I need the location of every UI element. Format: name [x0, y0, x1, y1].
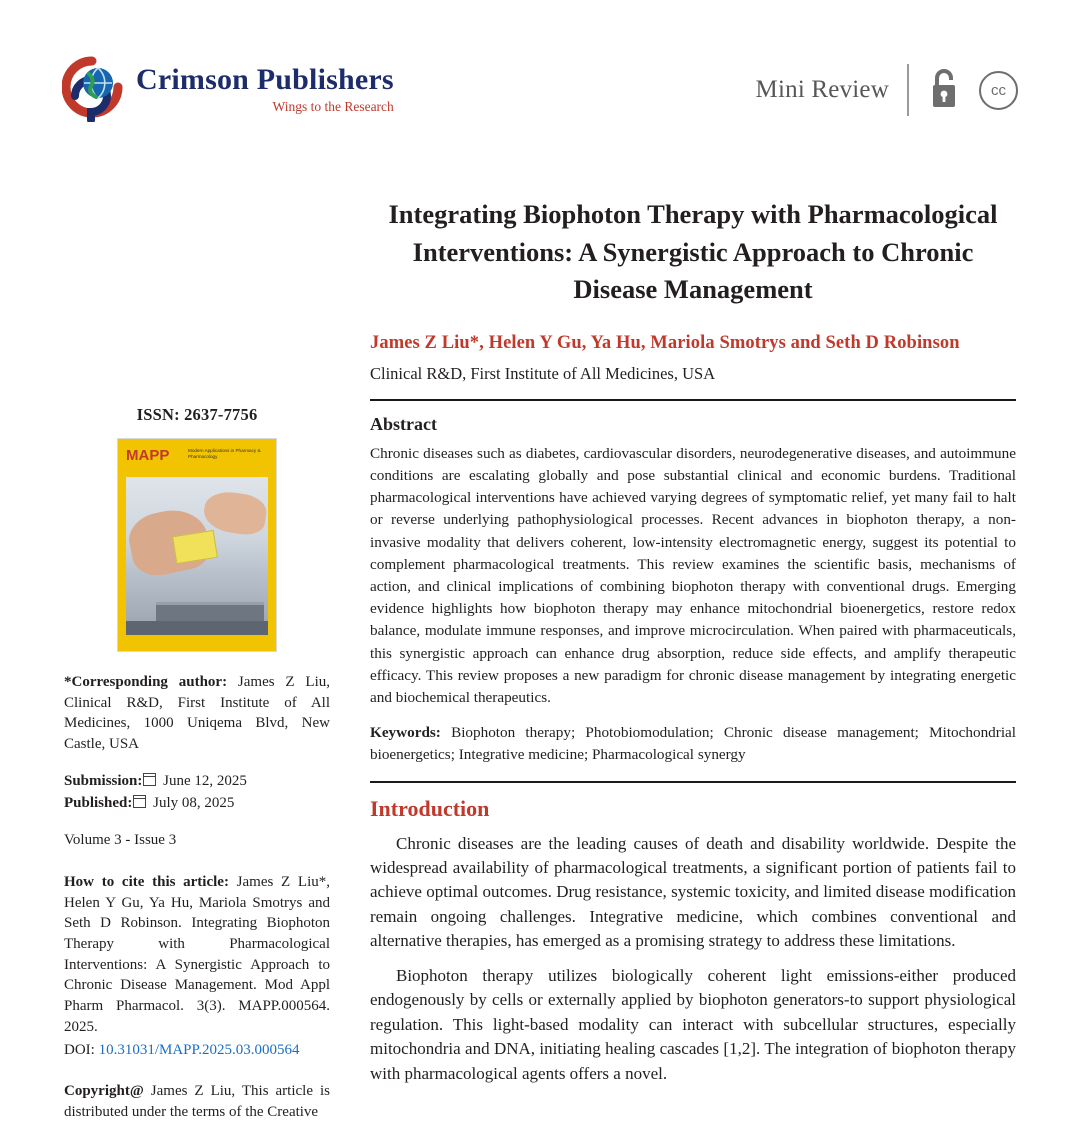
introduction-heading: Introduction: [370, 795, 490, 821]
cover-journal-subtitle: Modern Applications in Pharmacy & Pharmacology: [188, 448, 261, 459]
cover-photo: [126, 477, 268, 635]
header-right-group: [756, 64, 1018, 116]
divider-bottom: [370, 781, 1016, 783]
page-title: Integrating Biophoton Therapy with Pharmacological Interventions: A Synergistic Approach to Chronic Disease Management: [388, 199, 998, 305]
article-main: [370, 196, 1016, 1086]
how-to-cite-block: [64, 872, 330, 1038]
corresponding-author-text: James Z Liu, Clinical R&D, First Institute of All Medicines, 1000 Uniqema Blvd, New Castle, USA: [64, 674, 330, 753]
author-list: James Z Liu*, Helen Y Gu, Ya Hu, Mariola Smotrys and Seth D Robinson: [370, 332, 960, 353]
submission-date: June 12, 2025: [159, 772, 247, 789]
header-divider: [907, 64, 909, 116]
introduction-paragraph-2: Biophoton therapy utilizes biologically coherent light emissions-either produced endogenously by cells or externally applied by biophoton generators-to support physiological regulation. This light-based modality can interact with subcellular structures, especially mitochondria and DNA, initiating healing cascades [1,2]. The integration of biophoton therapy with pharmacological agents offers a novel.: [370, 965, 1016, 1083]
how-to-cite-label: How to cite this article:: [64, 874, 229, 890]
keywords-text: Biophoton therapy; Photobiomodulation; Chronic disease management; Mitochondrial bioenergetics; Integrative medicine; Pharmacological synergy: [370, 724, 1016, 764]
publisher-brand: [62, 56, 394, 122]
issn-label: ISSN: 2637-7756: [136, 405, 258, 424]
copyright-block: [64, 1081, 330, 1122]
calendar-icon: [143, 773, 156, 786]
doi-link[interactable]: 10.31031/MAPP.2025.03.000564: [98, 1041, 300, 1058]
copyright-label: Copyright@: [64, 1083, 144, 1100]
volume-issue: Volume 3 - Issue 3: [64, 832, 177, 849]
corresponding-author-block: [64, 672, 330, 755]
cover-journal-abbr: MAPP: [126, 447, 170, 464]
article-type-label: Mini Review: [755, 76, 889, 103]
calendar-icon: [133, 795, 146, 808]
corresponding-author-label: *Corresponding author:: [64, 674, 228, 690]
page-header: [62, 56, 1018, 134]
doi-line: [64, 1040, 330, 1062]
doi-label: DOI:: [64, 1041, 99, 1058]
how-to-cite-text: James Z Liu*, Helen Y Gu, Ya Hu, Mariola Smotrys and Seth D Robinson. Integrating Biophoton Therapy with Pharmacological Interventions: A Synergistic Approach to Chronic Disease Management. Mod Appl Pharm Pharmacol. 3(3). MAPP.000564. 2025.: [64, 874, 330, 1035]
divider-top: [370, 399, 1016, 401]
affiliation: Clinical R&D, First Institute of All Medicines, USA: [370, 363, 716, 383]
abstract-text: Chronic diseases such as diabetes, cardiovascular disorders, neurodegenerative diseases, and autoimmune conditions are escalating globally and pose substantial clinical and economic burdens. Traditional pharmacological interventions have achieved varying degrees of symptomatic relief, yet many fail to halt or reverse underlying pathophysiological processes. Recent advances in biophoton therapy, a non-invasive modality that delivers coherent, low-intensity electromagnetic energy, suggest its potential to complement pharmacological treatments. This review examines the scientific basis, mechanisms of action, and clinical implications of combining biophoton therapy with conventional drugs. Emerging evidence highlights how biophoton therapy may enhance mitochondrial bioenergetics, restore redox balance, modulate immune responses, and improve microcirculation. When paired with pharmaceuticals, this synergistic approach can enhance drug absorption, reduce side effects, and amplify therapeutic efficacy. This review proposes a new paradigm for chronic disease management by integrating energetic and biochemical therapeutics.: [370, 444, 1016, 706]
published-line: [64, 793, 330, 815]
open-access-lock-icon: [927, 65, 961, 116]
sidebar: [64, 405, 330, 1123]
published-date: July 08, 2025: [149, 794, 235, 811]
copyright-text: James Z Liu, This article is distributed under the terms of the Creative: [64, 1083, 330, 1120]
submission-line: [64, 771, 330, 793]
published-label: Published:: [64, 794, 133, 811]
creative-commons-icon: cc: [979, 71, 1018, 110]
crimson-publishers-logo-icon: [62, 56, 124, 122]
keywords-block: [370, 722, 1016, 766]
abstract-heading: Abstract: [370, 413, 437, 434]
journal-cover-image: [117, 438, 277, 652]
publisher-tagline: Wings to the Research: [272, 98, 394, 114]
introduction-paragraph-1: Chronic diseases are the leading causes of death and disability worldwide. Despite the widespread availability of pharmacological treatments, a significant portion of patients fail to achieve optimal outcomes. Drug resistance, systemic toxicity, and limited disease modification remain ongoing challenges. Integrative medicine, which combines conventional and alternative therapies, has emerged as a promising strategy to address these limitations.: [370, 833, 1016, 951]
submission-label: Submission:: [64, 772, 143, 789]
keywords-label: Keywords:: [370, 724, 441, 742]
publisher-name: Crimson Publishers: [136, 62, 394, 96]
